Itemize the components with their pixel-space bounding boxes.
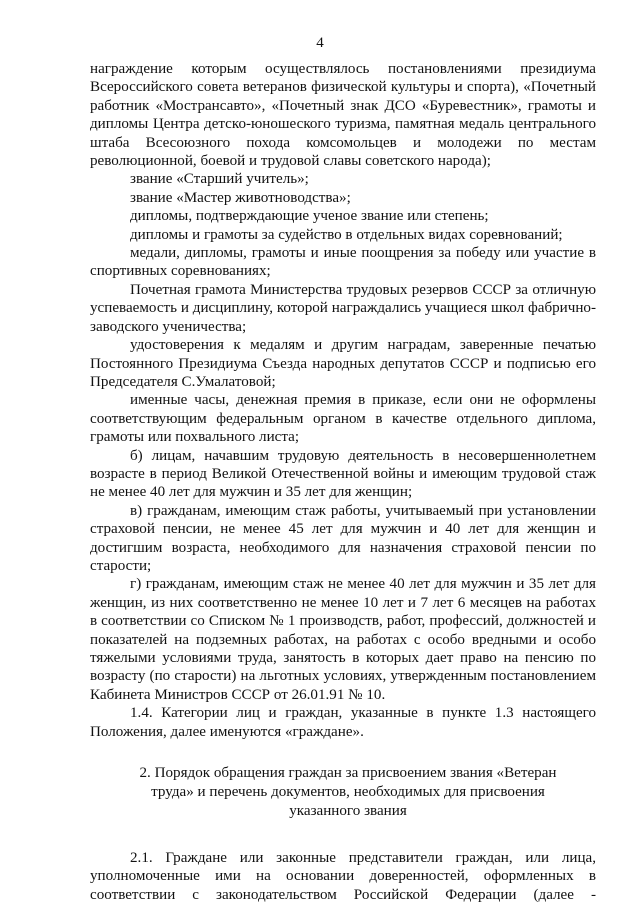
paragraph-academic-diplomas: дипломы, подтверждающие ученое звание или степень; <box>130 208 489 225</box>
section-2-heading-line-1: 2. Порядок обращения граждан за присвоением звания «Ветеран <box>139 765 557 782</box>
paragraph-item-g: г) гражданам, имеющим стаж не менее 40 лет для мужчин и 35 лет для женщин, из них соответственно не менее 10 лет и 7 лет 6 месяцев на работах в соответствии со Списком № 1 производств, работ, профессий, должностей и показателей на подземных работах, на работах с особо вредными и особо тяжелыми условиями труда, занятость в которых дает право на пенсию по возрасту (по старости) на льготных условиях, утвержденным постановлением Кабинета Министров СССР от 26.01.91 № 10. <box>90 576 596 703</box>
paragraph-presidium-certificates: удостоверения к медалям и другим наградам, заверенные печатью Постоянного Президиума Съезда народных депутатов СССР и подписью его Председателя С.Умалатовой; <box>90 337 596 390</box>
section-2-heading-line-3: указанного звания <box>289 803 407 820</box>
section-2-heading-line-2: труда» и перечень документов, необходимых для присвоения <box>151 784 545 801</box>
paragraph-item-b: б) лицам, начавшим трудовую деятельность в несовершеннолетнем возрасте в период Великой Отечественной войны и имеющим трудовой стаж не менее 40 лет для мужчин и 35 лет для женщин; <box>90 447 596 501</box>
section-spacer <box>90 821 596 849</box>
paragraph-awards-continuation: награждение которым осуществлялось постановлениями президиума Всероссийского совета ветеранов физической культуры и спорта), «Почетный работник «Мострансавто», «Почетный знак ДСО «Буревестник», грамоты и дипломы Центра детско-юношеского туризма, памятная медаль центрального штаба Всесоюзного похода комсомольцев и молодежи по местам революционной, боевой и трудовой славы советского народа); <box>90 61 596 170</box>
document-body <box>90 60 596 904</box>
paragraph-sports-medals: медали, дипломы, грамоты и иные поощрения за победу или участие в спортивных соревнованиях; <box>90 245 596 280</box>
paragraph-senior-teacher: звание «Старший учитель»; <box>130 171 309 188</box>
section-2-heading <box>90 764 596 821</box>
page-number: 4 <box>316 35 324 51</box>
paragraph-named-watches: именные часы, денежная премия в приказе, если они не оформлены соответствующим федеральным органом в качестве отдельного диплома, грамоты или похвального листа; <box>90 392 596 446</box>
paragraph-labor-reserves-certificate: Почетная грамота Министерства трудовых резервов СССР за отличную успеваемость и дисциплину, которой награждались учащиеся школ фабрично-заводского ученичества; <box>90 281 596 335</box>
paragraph-livestock-master: звание «Мастер животноводства»; <box>130 189 351 206</box>
paragraph-1-4: 1.4. Категории лиц и граждан, указанные в пункте 1.3 настоящего Положения, далее именуются «граждане». <box>90 705 596 740</box>
paragraph-refereeing-diplomas: дипломы и грамоты за судейство в отдельных видах соревнований; <box>130 226 563 243</box>
paragraph-2-1: 2.1. Граждане или законные представители граждан, или лица, уполномоченные ими на основании доверенностей, оформленных в соответствии с законодательством Российской Федерации (далее - <box>90 850 596 903</box>
paragraph-item-v: в) гражданам, имеющим стаж работы, учитываемый при установлении страховой пенсии, не менее 45 лет для мужчин и 40 лет для женщин и достигшим возраста, необходимого для назначения страховой пенсии по старости; <box>90 502 596 574</box>
